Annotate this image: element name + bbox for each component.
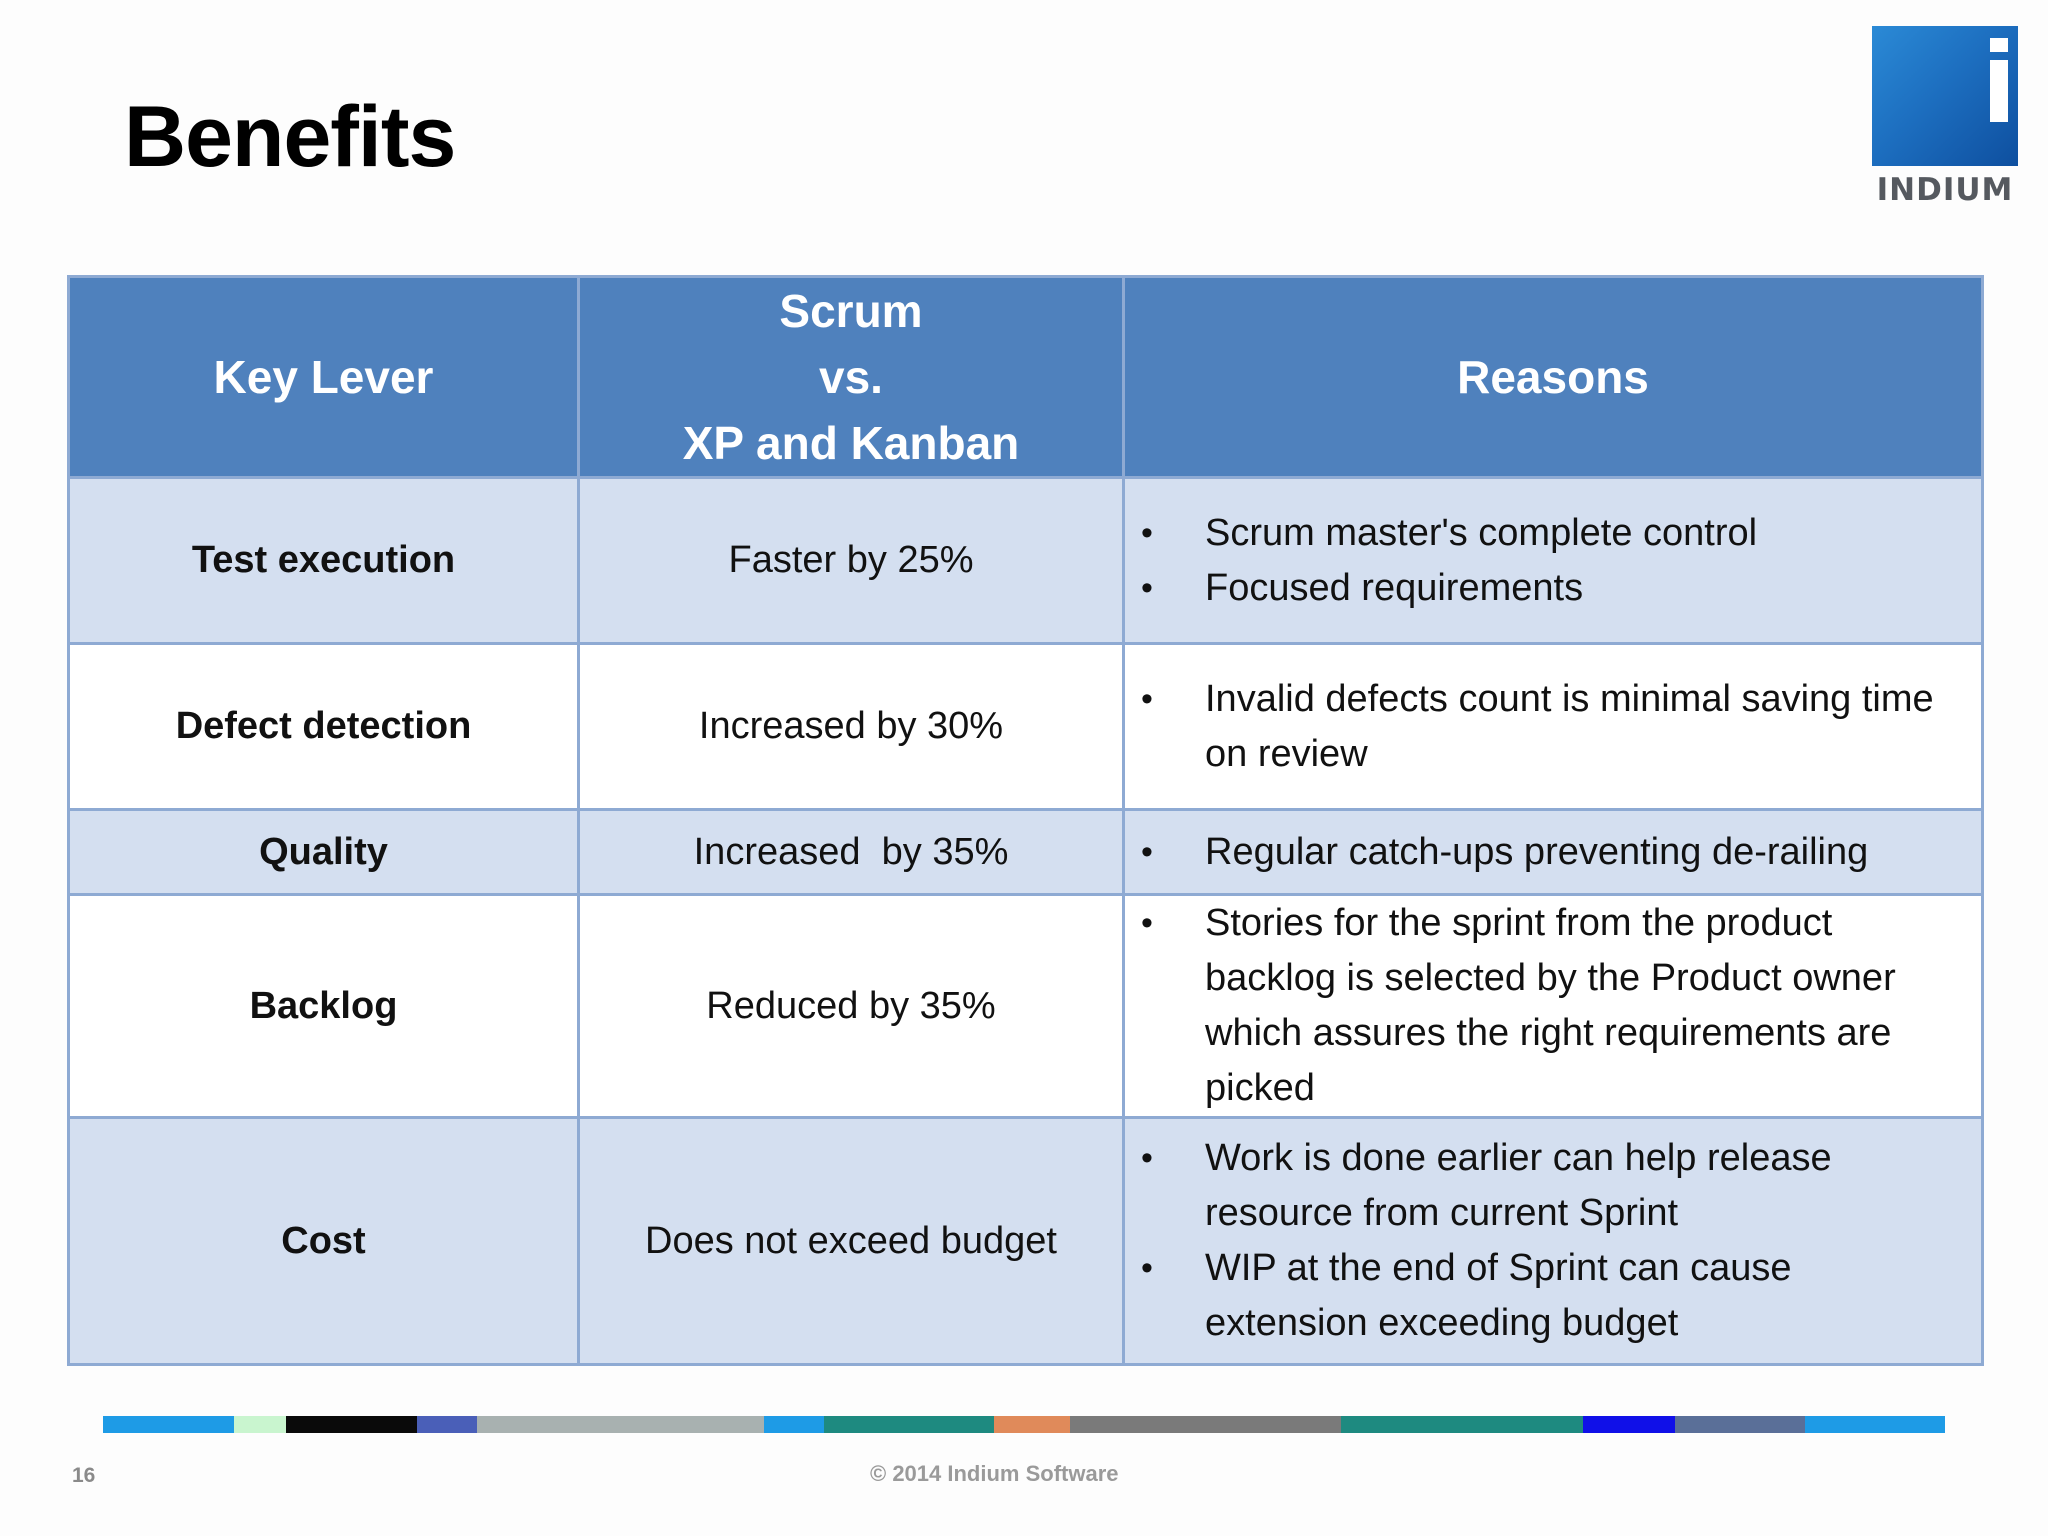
color-bar-segment	[103, 1416, 234, 1433]
color-bar-segment	[764, 1416, 824, 1433]
reasons-cell	[1124, 478, 1983, 644]
table-row	[69, 478, 1983, 644]
lever-cell: Quality	[69, 810, 579, 895]
color-bar-segment	[477, 1416, 764, 1433]
slide-title: Benefits	[124, 89, 456, 185]
table-row	[69, 895, 1983, 1118]
color-bar-segment	[1805, 1416, 1945, 1433]
reason-bullet: • Invalid defects count is minimal saving time on review	[1125, 672, 1961, 782]
indium-logo	[1870, 26, 2020, 206]
header-reasons: Reasons	[1124, 277, 1983, 478]
lever-cell: Defect detection	[69, 644, 579, 810]
result-cell: Increased by 35%	[579, 810, 1124, 895]
color-bar-segment	[824, 1416, 994, 1433]
color-bar-segment	[417, 1416, 477, 1433]
result-cell: Reduced by 35%	[579, 895, 1124, 1118]
result-cell: Faster by 25%	[579, 478, 1124, 644]
reason-bullet: • WIP at the end of Sprint can cause extension exceeding budget	[1125, 1241, 1961, 1351]
header-comparison	[579, 277, 1124, 478]
reasons-cell	[1124, 810, 1983, 895]
lever-cell: Backlog	[69, 895, 579, 1118]
logo-i-dot	[1990, 38, 2008, 52]
reasons-cell	[1124, 895, 1983, 1118]
table-row	[69, 810, 1983, 895]
reasons-cell	[1124, 644, 1983, 810]
result-cell: Does not exceed budget	[579, 1118, 1124, 1365]
footer-color-bar	[103, 1416, 1945, 1433]
color-bar-segment	[234, 1416, 286, 1433]
page-number: 16	[72, 1464, 96, 1487]
header-key-lever: Key Lever	[69, 277, 579, 478]
reason-bullet: • Regular catch-ups preventing de-railing	[1125, 825, 1961, 880]
color-bar-segment	[994, 1416, 1070, 1433]
reason-bullet: • Focused requirements	[1125, 561, 1961, 616]
logo-square-icon	[1872, 26, 2018, 166]
copyright-notice: © 2014 Indium Software	[870, 1461, 1119, 1486]
table-header-row	[69, 277, 1983, 478]
table-row	[69, 1118, 1983, 1365]
logo-i-stem	[1990, 60, 2008, 122]
reason-bullet: • Stories for the sprint from the product backlog is selected by the Product owner which assures the right requirements are picked	[1125, 896, 1961, 1116]
color-bar-segment	[1583, 1416, 1674, 1433]
color-bar-segment	[1070, 1416, 1342, 1433]
header-comparison-line3: XP and Kanban	[682, 417, 1020, 469]
lever-cell: Test execution	[69, 478, 579, 644]
header-comparison-line1: Scrum	[779, 285, 923, 337]
table-row	[69, 644, 1983, 810]
color-bar-segment	[1341, 1416, 1583, 1433]
benefits-table	[67, 275, 1984, 1366]
color-bar-segment	[1675, 1416, 1806, 1433]
logo-wordmark: INDIUM	[1876, 172, 2014, 208]
reasons-cell	[1124, 1118, 1983, 1365]
color-bar-segment	[286, 1416, 417, 1433]
header-comparison-line2: vs.	[819, 351, 883, 403]
lever-cell: Cost	[69, 1118, 579, 1365]
reason-bullet: • Scrum master's complete control	[1125, 506, 1961, 561]
reason-bullet: • Work is done earlier can help release resource from current Sprint	[1125, 1131, 1961, 1241]
result-cell: Increased by 30%	[579, 644, 1124, 810]
